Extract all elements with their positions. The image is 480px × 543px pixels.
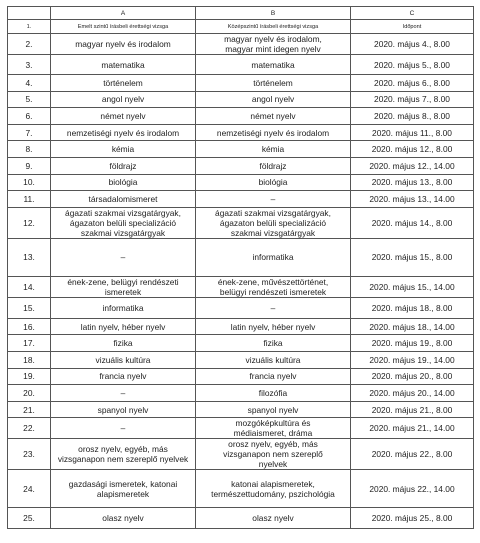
subject-line: ágazaton belüli specializáció <box>219 217 327 228</box>
subject-line: olasz nyelv <box>252 513 294 524</box>
subject-line: filozófia <box>258 387 288 398</box>
exam-schedule-document <box>7 6 473 529</box>
advanced-level-subject <box>51 75 196 92</box>
subject-line: kémia <box>261 144 285 155</box>
intermediate-level-subject <box>196 55 351 75</box>
exam-date: 2020. május 25., 8.00 <box>351 508 474 529</box>
table-row <box>8 191 474 208</box>
row-number: 2. <box>8 34 51 55</box>
intermediate-level-subject <box>196 157 351 174</box>
table-row <box>8 470 474 508</box>
row-number: 23. <box>8 439 51 470</box>
table-row <box>8 418 474 439</box>
row-number: 13. <box>8 238 51 276</box>
row-number: 8. <box>8 141 51 158</box>
subject-line: magyar mint idegen nyelv <box>225 44 321 54</box>
table-row <box>8 439 474 470</box>
advanced-level-subject <box>51 401 196 418</box>
advanced-level-subject <box>51 157 196 174</box>
subject-line: médiaismeret, dráma <box>233 428 313 439</box>
intermediate-level-subject <box>196 401 351 418</box>
advanced-level-subject <box>51 276 196 297</box>
exam-date: 2020. május 19., 14.00 <box>351 351 474 368</box>
intermediate-level-subject <box>196 418 351 439</box>
subject-line: spanyol nyelv <box>247 404 299 415</box>
subject-line: ismeretek <box>104 286 142 297</box>
subject-line: ének-zene, művészettörténet, <box>217 276 329 287</box>
advanced-level-subject <box>51 368 196 385</box>
table-row <box>8 297 474 318</box>
table-row <box>8 75 474 92</box>
intermediate-level-subject <box>196 318 351 335</box>
row-number: 15. <box>8 297 51 318</box>
subject-line: ágazati szakmai vizsgatárgyak, <box>65 207 181 218</box>
subject-line: latin nyelv, héber nyelv <box>80 321 166 332</box>
table-row <box>8 238 474 276</box>
header-num: 1. <box>8 20 51 34</box>
subject-line: fizika <box>113 338 133 349</box>
subject-line: vizsganapon nem szereplő <box>223 449 323 460</box>
exam-date: 2020. május 21., 8.00 <box>351 401 474 418</box>
advanced-level-subject <box>51 508 196 529</box>
subject-line: ének-zene, belügyi rendészeti <box>67 276 179 287</box>
advanced-level-subject <box>51 141 196 158</box>
intermediate-level-subject <box>196 508 351 529</box>
table-row <box>8 508 474 529</box>
subject-line: természettudomány, pszichológia <box>211 488 335 499</box>
subject-line: alapismeretek <box>96 488 150 499</box>
row-number: 7. <box>8 124 51 141</box>
subject-line: földrajz <box>259 160 287 171</box>
row-number: 22. <box>8 418 51 439</box>
row-number: 10. <box>8 174 51 191</box>
subject-line: nemzetiségi nyelv és irodalom <box>216 127 330 138</box>
subject-line: szakmai vizsgatárgyak <box>230 227 316 238</box>
intermediate-level-subject <box>196 351 351 368</box>
intermediate-level-subject <box>196 385 351 402</box>
exam-date: 2020. május 12., 8.00 <box>351 141 474 158</box>
row-number: 25. <box>8 508 51 529</box>
row-number: 5. <box>8 91 51 108</box>
subject-line: orosz nyelv, egyéb, más <box>78 444 168 455</box>
column-letter-blank <box>8 7 51 20</box>
table-row <box>8 318 474 335</box>
advanced-level-subject <box>51 124 196 141</box>
advanced-level-subject <box>51 335 196 352</box>
exam-date: 2020. május 4., 8.00 <box>351 34 474 55</box>
subject-line: – <box>120 387 126 398</box>
intermediate-level-subject <box>196 141 351 158</box>
exam-date: 2020. május 7., 8.00 <box>351 91 474 108</box>
row-number: 21. <box>8 401 51 418</box>
table-row <box>8 55 474 75</box>
intermediate-level-subject <box>196 439 351 470</box>
subject-line: matematika <box>251 59 295 70</box>
subject-line: angol nyelv <box>101 94 145 105</box>
subject-line: spanyol nyelv <box>97 404 149 415</box>
subject-line: magyar nyelv és irodalom <box>75 39 171 49</box>
intermediate-level-subject <box>196 75 351 92</box>
subject-line: olasz nyelv <box>102 513 144 524</box>
exam-date: 2020. május 5., 8.00 <box>351 55 474 75</box>
advanced-level-subject <box>51 207 196 238</box>
row-number: 11. <box>8 191 51 208</box>
table-row <box>8 207 474 238</box>
subject-line: társadalomismeret <box>88 193 158 204</box>
advanced-level-subject <box>51 34 196 55</box>
header-row <box>8 20 474 34</box>
subject-line: – <box>120 423 126 434</box>
subject-line: vizsganapon nem szereplő nyelvek <box>57 454 189 465</box>
subject-line: katonai alapismeretek, <box>231 478 315 489</box>
subject-line: – <box>120 252 126 263</box>
advanced-level-subject <box>51 174 196 191</box>
intermediate-level-subject <box>196 191 351 208</box>
row-number: 6. <box>8 108 51 125</box>
subject-line: belügyi rendészeti ismeretek <box>219 286 327 297</box>
subject-line: ágazati szakmai vizsgatárgyak, <box>215 207 331 218</box>
advanced-level-subject <box>51 297 196 318</box>
intermediate-level-subject <box>196 174 351 191</box>
exam-date: 2020. május 15., 8.00 <box>351 238 474 276</box>
subject-line: történelem <box>103 77 143 88</box>
intermediate-level-subject <box>196 91 351 108</box>
table-row <box>8 351 474 368</box>
exam-date: 2020. május 8., 8.00 <box>351 108 474 125</box>
exam-date: 2020. május 18., 8.00 <box>351 297 474 318</box>
advanced-level-subject <box>51 385 196 402</box>
table-row <box>8 91 474 108</box>
subject-line: szakmai vizsgatárgyak <box>80 227 166 238</box>
subject-line: – <box>270 302 276 313</box>
subject-line: német nyelv <box>250 110 296 121</box>
intermediate-level-subject <box>196 124 351 141</box>
exam-date: 2020. május 6., 8.00 <box>351 75 474 92</box>
table-row <box>8 34 474 55</box>
subject-line: informatika <box>102 302 144 313</box>
subject-line: matematika <box>101 59 145 70</box>
subject-line: biológia <box>108 177 138 188</box>
subject-line: francia nyelv <box>99 371 147 382</box>
row-number: 16. <box>8 318 51 335</box>
subject-line: földrajz <box>109 160 137 171</box>
table-row <box>8 174 474 191</box>
advanced-level-subject <box>51 238 196 276</box>
exam-date: 2020. május 14., 8.00 <box>351 207 474 238</box>
table-row <box>8 276 474 297</box>
intermediate-level-subject <box>196 297 351 318</box>
exam-date: 2020. május 22., 14.00 <box>351 470 474 508</box>
intermediate-level-subject <box>196 108 351 125</box>
table-row <box>8 335 474 352</box>
exam-date: 2020. május 15., 14.00 <box>351 276 474 297</box>
subject-line: gazdasági ismeretek, katonai <box>68 478 178 489</box>
subject-line: magyar nyelv és irodalom, <box>224 34 322 44</box>
advanced-level-subject <box>51 351 196 368</box>
exam-date: 2020. május 20., 14.00 <box>351 385 474 402</box>
row-number: 19. <box>8 368 51 385</box>
exam-date: 2020. május 20., 8.00 <box>351 368 474 385</box>
exam-date: 2020. május 22., 8.00 <box>351 439 474 470</box>
exam-date: 2020. május 12., 14.00 <box>351 157 474 174</box>
exam-date: 2020. május 18., 14.00 <box>351 318 474 335</box>
subject-line: informatika <box>252 252 294 263</box>
subject-line: kémia <box>111 144 135 155</box>
subject-line: fizika <box>263 338 283 349</box>
exam-date: 2020. május 11., 8.00 <box>351 124 474 141</box>
intermediate-level-subject <box>196 238 351 276</box>
column-letter-a: A <box>51 7 196 20</box>
exam-schedule-table <box>7 6 474 529</box>
subject-line: biológia <box>258 177 288 188</box>
column-letter-row <box>8 7 474 20</box>
intermediate-level-subject <box>196 470 351 508</box>
subject-line: történelem <box>253 77 293 88</box>
advanced-level-subject <box>51 439 196 470</box>
row-number: 3. <box>8 55 51 75</box>
row-number: 17. <box>8 335 51 352</box>
subject-line: – <box>270 193 276 204</box>
exam-date: 2020. május 13., 8.00 <box>351 174 474 191</box>
subject-line: vizuális kultúra <box>245 354 301 365</box>
header-date: Időpont <box>351 20 474 34</box>
header-intermediate-level: Középszintű írásbeli érettségi vizsga <box>196 20 351 34</box>
intermediate-level-subject <box>196 335 351 352</box>
header-advanced-level: Emelt szintű írásbeli érettségi vizsga <box>51 20 196 34</box>
row-number: 14. <box>8 276 51 297</box>
advanced-level-subject <box>51 470 196 508</box>
column-letter-b: B <box>196 7 351 20</box>
subject-line: orosz nyelv, egyéb, más <box>228 439 318 450</box>
intermediate-level-subject <box>196 207 351 238</box>
table-row <box>8 385 474 402</box>
advanced-level-subject <box>51 55 196 75</box>
row-number: 4. <box>8 75 51 92</box>
subject-line: angol nyelv <box>251 94 295 105</box>
row-number: 9. <box>8 157 51 174</box>
intermediate-level-subject <box>196 34 351 55</box>
table-body <box>8 20 474 529</box>
intermediate-level-subject <box>196 368 351 385</box>
table-row <box>8 401 474 418</box>
table-row <box>8 108 474 125</box>
table-row <box>8 124 474 141</box>
table-row <box>8 368 474 385</box>
table-row <box>8 141 474 158</box>
subject-line: francia nyelv <box>249 371 297 382</box>
intermediate-level-subject <box>196 276 351 297</box>
exam-date: 2020. május 13., 14.00 <box>351 191 474 208</box>
subject-line: latin nyelv, héber nyelv <box>230 321 316 332</box>
subject-line: német nyelv <box>100 110 146 121</box>
row-number: 18. <box>8 351 51 368</box>
subject-line: nyelvek <box>258 459 288 470</box>
row-number: 20. <box>8 385 51 402</box>
column-letter-c: C <box>351 7 474 20</box>
exam-date: 2020. május 21., 14.00 <box>351 418 474 439</box>
advanced-level-subject <box>51 318 196 335</box>
advanced-level-subject <box>51 91 196 108</box>
row-number: 24. <box>8 470 51 508</box>
subject-line: mozgóképkultúra és <box>235 418 311 429</box>
advanced-level-subject <box>51 418 196 439</box>
exam-date: 2020. május 19., 8.00 <box>351 335 474 352</box>
advanced-level-subject <box>51 191 196 208</box>
subject-line: vizuális kultúra <box>95 354 151 365</box>
row-number: 12. <box>8 207 51 238</box>
advanced-level-subject <box>51 108 196 125</box>
table-row <box>8 157 474 174</box>
subject-line: nemzetiségi nyelv és irodalom <box>66 127 180 138</box>
subject-line: ágazaton belüli specializáció <box>69 217 177 228</box>
